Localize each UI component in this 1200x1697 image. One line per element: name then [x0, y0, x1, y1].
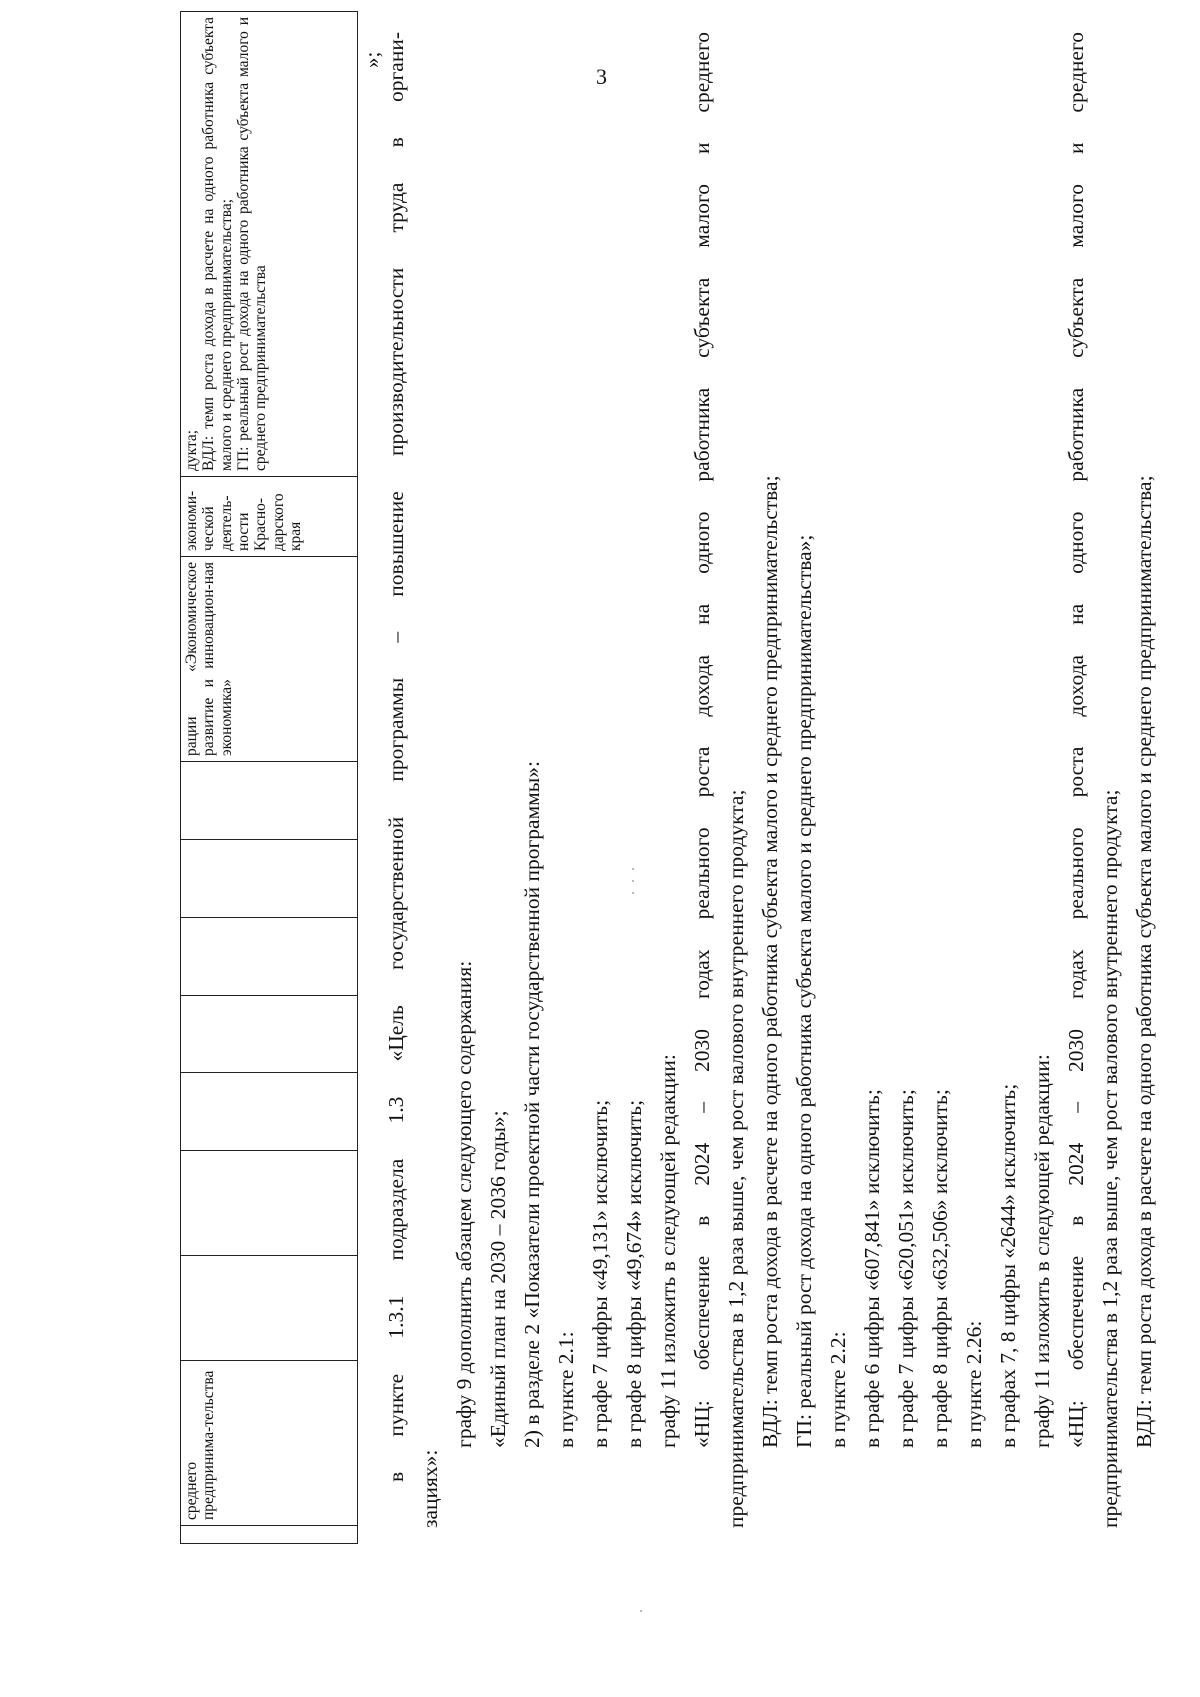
text-line: в пункте 2.1:: [554, 1331, 578, 1448]
text-line: «НЦ: обеспечение в 2024 – 2030 годах реального роста дохода на одного работника субъекта малого и среднего: [1064, 32, 1088, 1448]
text-line: в графе 6 цифры «607,841» исключить;: [860, 1089, 884, 1448]
table-cell: [181, 1073, 358, 1151]
text-line: 2) в разделе 2 «Показатели проектной части государственной программы»:: [520, 761, 544, 1448]
table-cell: [181, 1256, 358, 1361]
text-line: «Единый план на 2030 – 2036 годы»;: [486, 1110, 510, 1448]
page-number: 3: [596, 64, 607, 89]
text-line: ВДЛ: темп роста дохода в расчете на одного работника субъекта малого и среднего предпринимательства;: [758, 475, 782, 1448]
text-line: в графе 8 цифры «632,506» исключить;: [928, 1089, 952, 1448]
text-line: «НЦ: обеспечение в 2024 – 2030 годах реального роста дохода на одного работника субъекта малого и среднего: [690, 32, 714, 1448]
text-line: графу 11 изложить в следующей редакции:: [1030, 1054, 1054, 1448]
table-cell: дукта; ВДЛ: темп роста дохода в расчете на одного работника субъекта малого и среднего предпринимательства; ГП: реальный рост дохода на одного работника субъекта малого и среднего предпринимательства: [181, 12, 358, 477]
text-line: в пункте 2.2:: [826, 1331, 850, 1448]
text-line: в графе 7 цифры «49,131» исключить;: [588, 1099, 612, 1448]
table-cell: [181, 1151, 358, 1256]
text-line: предпринимательства в 1,2 раза выше, чем рост валового внутреннего продукта;: [724, 789, 748, 1528]
text-line: в графе 8 цифры «49,674» исключить;: [622, 1099, 646, 1448]
table-cell: среднего предпринима-тельства: [181, 1361, 358, 1526]
table-closing-quote: »;: [360, 51, 384, 68]
table-cell: [181, 762, 358, 840]
text-line: графу 11 изложить в следующей редакции:: [656, 1054, 680, 1448]
table-cell: [181, 918, 358, 996]
scan-speck: [640, 1610, 642, 1612]
text-line: в пункте 2.26:: [962, 1320, 986, 1448]
table-cell: экономи-ческой деятель-ности Красно-дарского края: [181, 477, 358, 557]
text-line: в графах 7, 8 цифры «2644» исключить;: [996, 1083, 1020, 1448]
text-line: зациях»:: [418, 1449, 442, 1528]
text-line: ВДЛ: темп роста дохода в расчете на одного работника субъекта малого и среднего предпринимательства;: [1132, 475, 1156, 1448]
table-cell: [181, 840, 358, 918]
text-line: в графе 7 цифры «620,051» исключить;: [894, 1089, 918, 1448]
table-cell: рации «Экономическое развитие и инновацион-ная экономика»: [181, 557, 358, 762]
text-line: предпринимательства в 1,2 раза выше, чем рост валового внутреннего продукта;: [1098, 789, 1122, 1528]
table-cell: [181, 996, 358, 1073]
table-row: [181, 12, 358, 1544]
text-line: ГП: реальный рост дохода на одного работника субъекта малого и среднего предпринимательства»;: [792, 534, 816, 1448]
table-cell: [181, 1526, 358, 1544]
indicator-table: [180, 11, 358, 1544]
text-line: в пункте 1.3.1 подраздела 1.3 «Цель государственной программы – повышение производительности труда в органи-: [384, 32, 408, 1482]
text-line: графу 9 дополнить абзацем следующего содержания:: [452, 960, 476, 1448]
